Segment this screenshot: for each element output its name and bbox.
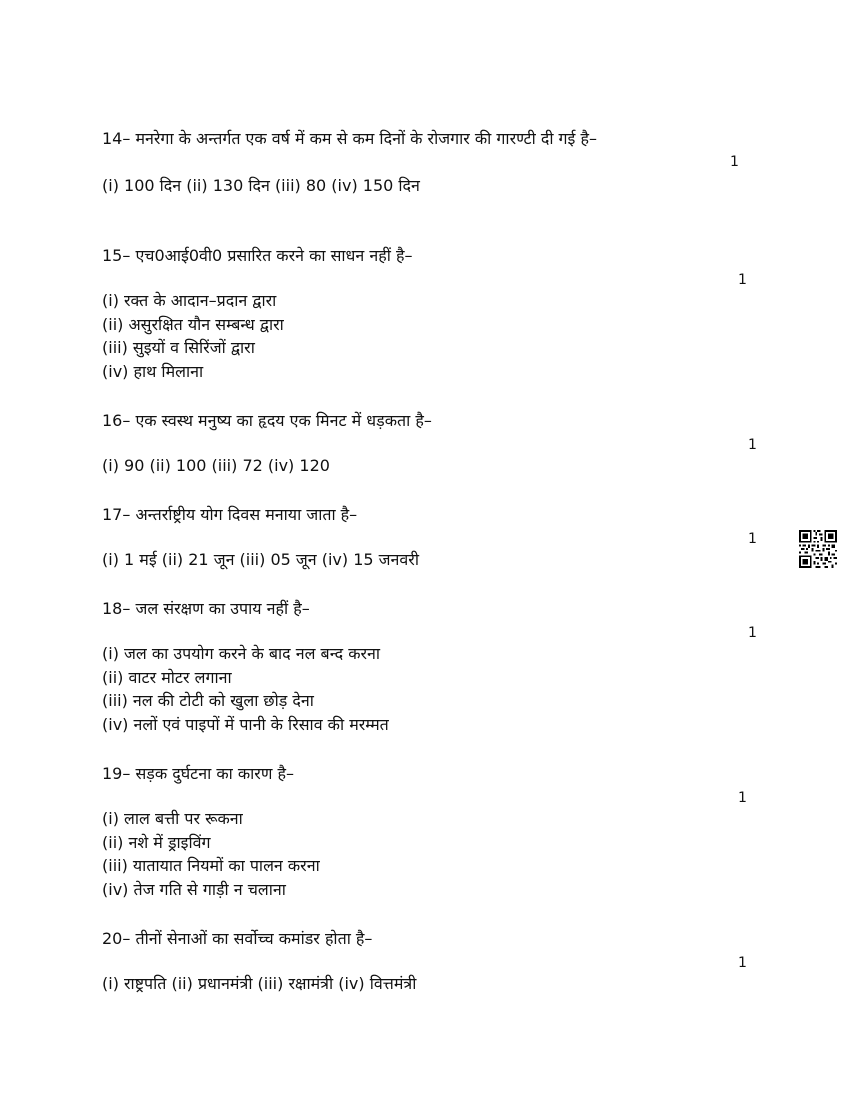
option-line: (iii) नल की टोटी को खुला छोड़ देना <box>102 691 314 710</box>
question-16 <box>102 410 762 478</box>
question-20 <box>102 928 762 996</box>
marks-label: 1 <box>738 790 747 806</box>
option-line: (iii) यातायात नियमों का पालन करना <box>102 856 320 875</box>
question-text: 17– अन्तर्राष्ट्रीय योग दिवस मनाया जाता है– <box>102 505 358 524</box>
options-list <box>102 807 762 901</box>
question-19 <box>102 763 762 901</box>
options-list <box>102 642 762 736</box>
option-line: (i) 100 दिन (ii) 130 दिन (iii) 80 (iv) 150 दिन <box>102 176 420 195</box>
option-line: (i) 90 (ii) 100 (iii) 72 (iv) 120 <box>102 456 330 475</box>
options-list <box>102 548 762 572</box>
marks-label: 1 <box>748 531 757 547</box>
question-18 <box>102 598 762 736</box>
marks-label: 1 <box>738 272 747 288</box>
option-line: (i) 1 मई (ii) 21 जून (iii) 05 जून (iv) 15 जनवरी <box>102 550 419 569</box>
question-text: 19– सड़क दुर्घटना का कारण है– <box>102 764 294 783</box>
marks-label: 1 <box>730 154 739 170</box>
option-line: (ii) असुरक्षित यौन सम्बन्ध द्वारा <box>102 314 284 334</box>
options-list <box>102 174 762 198</box>
option-line: (ii) वाटर मोटर लगाना <box>102 667 232 687</box>
question-text: 15– एच0आई0वी0 प्रसारित करने का साधन नहीं है– <box>102 246 413 265</box>
question-text: 20– तीनों सेनाओं का सर्वोच्च कमांडर होता है– <box>102 929 373 948</box>
option-line: (iv) हाथ मिलाना <box>102 361 204 381</box>
question-17 <box>102 504 762 572</box>
question-text: 18– जल संरक्षण का उपाय नहीं है– <box>102 599 310 618</box>
question-15 <box>102 245 762 383</box>
option-line: (iv) नलों एवं पाइपों में पानी के रिसाव की मरम्मत <box>102 714 389 734</box>
question-text: 16– एक स्वस्थ मनुष्य का हृदय एक मिनट में धड़कता है– <box>102 411 432 430</box>
marks-label: 1 <box>738 955 747 971</box>
marks-label: 1 <box>748 625 757 641</box>
option-line: (i) रक्त के आदान–प्रदान द्वारा <box>102 291 277 310</box>
question-14 <box>102 128 762 198</box>
marks-label: 1 <box>748 437 757 453</box>
option-line: (i) जल का उपयोग करने के बाद नल बन्द करना <box>102 644 381 663</box>
options-list <box>102 454 762 478</box>
qr-code-icon <box>799 530 837 568</box>
option-line: (i) लाल बत्ती पर रूकना <box>102 809 243 828</box>
options-list <box>102 289 762 383</box>
question-text: 14– मनरेगा के अन्तर्गत एक वर्ष में कम से कम दिनों के रोजगार की गारण्टी दी गई है– <box>102 129 597 148</box>
option-line: (ii) नशे में ड्राइविंग <box>102 832 211 852</box>
options-list <box>102 972 762 996</box>
option-line: (i) राष्ट्रपति (ii) प्रधानमंत्री (iii) रक्षामंत्री (iv) वित्तमंत्री <box>102 974 417 993</box>
option-line: (iv) तेज गति से गाड़ी न चलाना <box>102 879 286 899</box>
option-line: (iii) सुइयों व सिरिंजों द्वारा <box>102 338 255 357</box>
